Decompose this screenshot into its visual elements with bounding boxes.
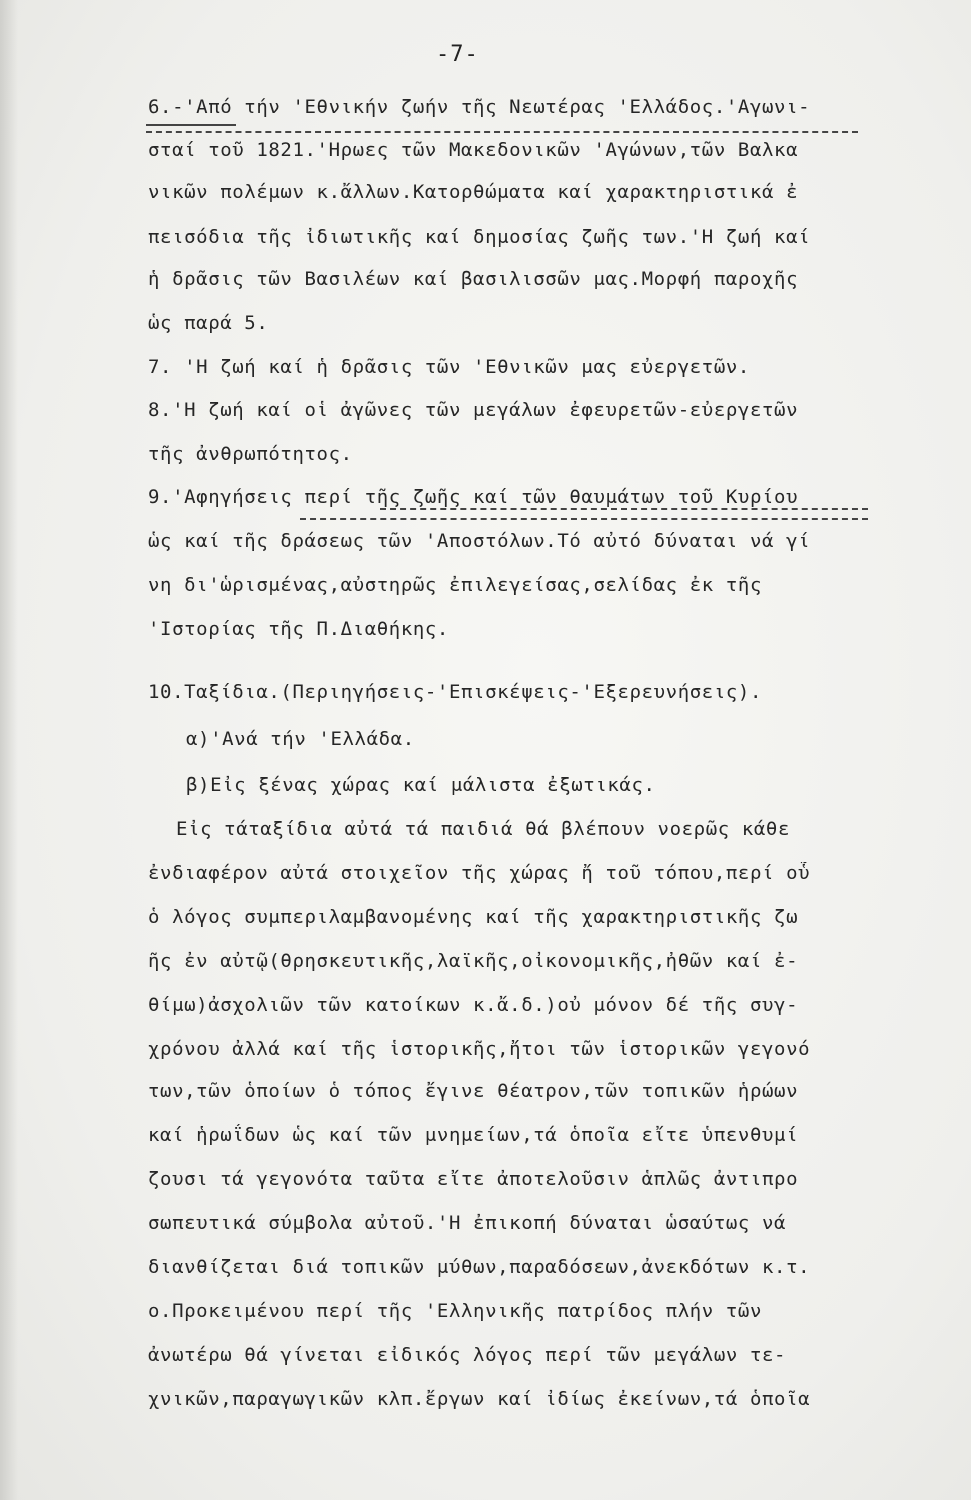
text-line-19: ὁ λόγος συμπεριλαμβανομένης καί τῆς χαρακτηριστικῆς ζω (148, 906, 799, 928)
text-line-13: 'Ιστορίας τῆς Π.Διαθήκης. (148, 618, 449, 640)
text-line-14: 10.Ταξίδια.(Περιηγήσεις-'Επισκέψεις-'Εξερευνήσεις). (148, 681, 762, 703)
text-line-22: χρόνου ἀλλά καί τῆς ἱστορικῆς,ἤτοι τῶν ἱστορικῶν γεγονό (148, 1038, 811, 1060)
text-line-5: ἡ δρᾶσις τῶν Βασιλέων καί βασιλισσῶν μας.Μορφή παροχῆς (148, 268, 799, 290)
text-line-11: ὡς καί τῆς δράσεως τῶν 'Αποστόλων.Τό αὐτό δύναται νά γί (148, 530, 811, 552)
heading-underline (146, 131, 858, 133)
text-line-8: 8.'Η ζωή καί οἱ ἀγῶνες τῶν μεγάλων ἐφευρετῶν-εὐεργετῶν (148, 399, 799, 421)
text-line-6: ὡς παρά 5. (148, 312, 269, 334)
page-edge-shadow (0, 0, 18, 1500)
text-line-29: ἀνωτέρω θά γίνεται εἰδικός λόγος περί τῶν μεγάλων τε- (148, 1344, 787, 1366)
text-line-24: καί ἡρωΐδων ὡς καί τῶν μνημείων,τά ὁποῖα εἴτε ὑπενθυμί (148, 1124, 799, 1146)
text-line-18: ἐνδιαφέρον αὐτά στοιχεῖον τῆς χώρας ἤ τοῦ τόπου,περί οὗ (148, 862, 811, 884)
text-line-27: διανθίζεται διά τοπικῶν μύθων,παραδόσεων,ἀνεκδότων κ.τ. (148, 1256, 811, 1278)
text-line-20: ῆς ἐν αὐτῷ(θρησκευτικῆς,λαϊκῆς,οἰκονομικῆς,ἠθῶν καί ἐ- (148, 950, 799, 972)
text-line-15: α)'Ανά τήν 'Ελλάδα. (186, 728, 415, 750)
text-line-30: χνικῶν,παραγωγικῶν κλπ.ἔργων καί ἰδίως ἐκείνων,τά ὁποῖα (148, 1388, 811, 1410)
text-line-25: ζουσι τά γεγονότα ταῦτα εἴτε ἀποτελοῦσιν ἁπλῶς ἀντιπρο (148, 1168, 799, 1190)
section-9-underline-2 (300, 518, 868, 520)
text-line-23: των,τῶν ὁποίων ὁ τόπος ἔγινε θέατρον,τῶν τοπικῶν ἡρώων (148, 1080, 799, 1102)
text-line-7: 7. 'Η ζωή καί ἡ δρᾶσις τῶν 'Εθνικῶν μας εὐεργετῶν. (148, 356, 750, 378)
text-line-3: νικῶν πολέμων κ.ἄλλων.Κατορθώματα καί χαρακτηριστικά ἐ (148, 181, 799, 203)
section-9-underline (380, 508, 868, 510)
heading-underline-2 (146, 124, 236, 126)
text-line-2: σταί τοῦ 1821.'Ηρωες τῶν Μακεδονικῶν 'Αγώνων,τῶν Βαλκα (148, 139, 799, 161)
text-line-16: β)Εἰς ξένας χώρας καί μάλιστα ἐξωτικάς. (186, 774, 656, 796)
text-line-1: 6.-'Από τήν 'Εθνικήν ζωήν τῆς Νεωτέρας 'Ελλάδος.'Αγωνι- (148, 96, 811, 118)
text-line-9: τῆς ἀνθρωπότητος. (148, 443, 353, 465)
text-line-26: σωπευτικά σύμβολα αὐτοῦ.'Η ἐπικοπή δύναται ὡσαύτως νά (148, 1212, 787, 1234)
text-line-4: πεισόδια τῆς ἰδιωτικῆς καί δημοσίας ζωῆς των.'Η ζωή καί (148, 226, 811, 248)
page-number: -7- (436, 42, 479, 67)
text-line-12: νη δι'ὡρισμένας,αὐστηρῶς ἐπιλεγείσας,σελίδας ἐκ τῆς (148, 574, 762, 596)
text-line-10: 9.'Αφηγήσεις περί τῆς ζωῆς καί τῶν θαυμάτων τοῦ Κυρίου (148, 486, 799, 508)
text-line-28: ο.Προκειμένου περί τῆς 'Ελληνικῆς πατρίδος πλήν τῶν (148, 1300, 762, 1322)
text-line-21: θίμω)ἀσχολιῶν τῶν κατοίκων κ.ἄ.δ.)οὐ μόνον δέ τῆς συγ- (148, 994, 799, 1016)
text-line-17: Εἰς τάταξίδια αὐτά τά παιδιά θά βλέπουν νοερῶς κάθε (176, 818, 790, 840)
